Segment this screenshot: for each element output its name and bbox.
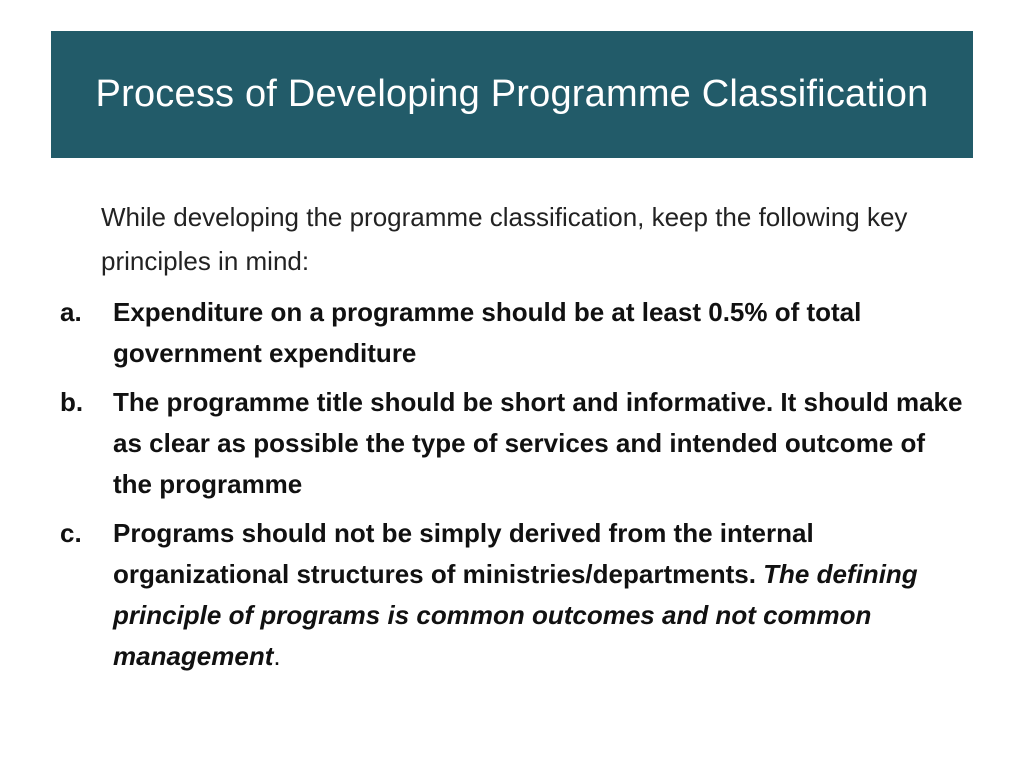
list-item-text bbox=[113, 513, 970, 677]
list-item-b bbox=[60, 382, 970, 505]
title-bar bbox=[51, 31, 973, 158]
list-item-text: The programme title should be short and informative. It should make as clear as possible the type of services and intended outcome of the programme bbox=[113, 387, 963, 499]
intro-text: While developing the programme classification, keep the following key principles in mind: bbox=[101, 202, 908, 276]
list-marker: b. bbox=[60, 387, 84, 417]
slide-title: Process of Developing Programme Classification bbox=[95, 73, 929, 115]
list-marker: a. bbox=[60, 297, 82, 327]
principles-list bbox=[60, 292, 970, 685]
list-marker: c. bbox=[60, 518, 82, 548]
list-item-c bbox=[60, 513, 970, 677]
list-item-a bbox=[60, 292, 970, 374]
list-item-text: Expenditure on a programme should be at least 0.5% of total government expenditure bbox=[113, 297, 862, 368]
list-item-text-main: Programs should not be simply derived from the internal organizational structures of ministries/departments. bbox=[113, 518, 814, 589]
list-item-text-italic: The defining principle of programs is common outcomes and not common management bbox=[113, 559, 918, 671]
list-item-end-punct: . bbox=[273, 641, 281, 671]
